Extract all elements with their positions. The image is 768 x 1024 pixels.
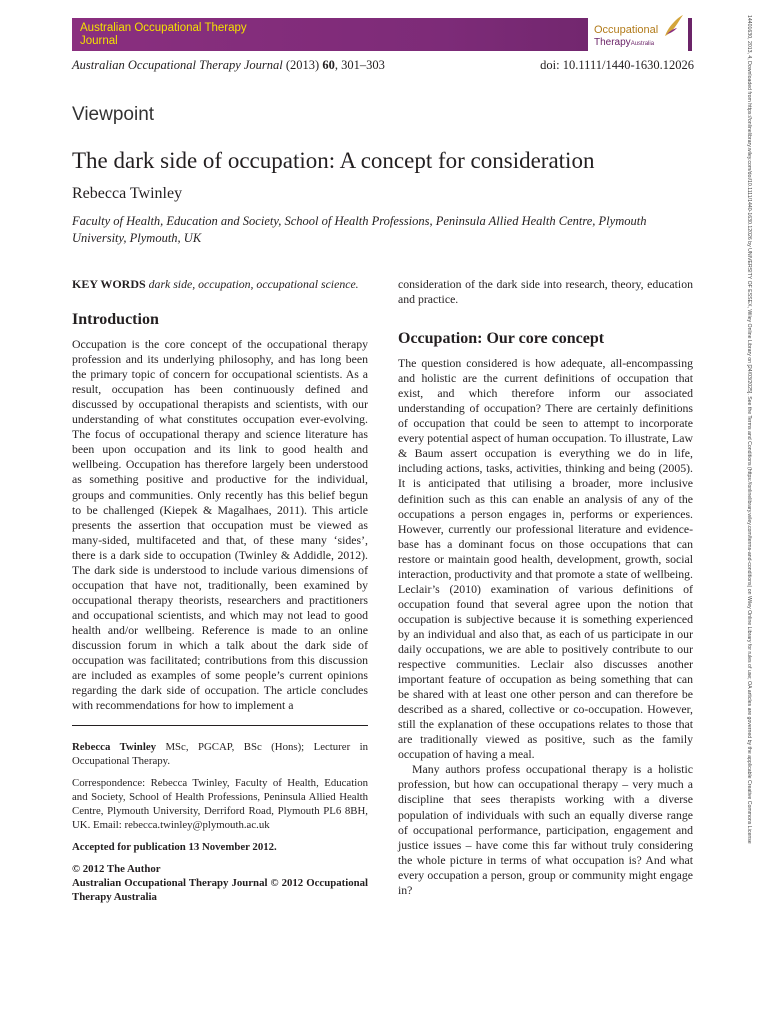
footnote-divider (72, 725, 368, 726)
logo-text-australia: Australia (630, 41, 655, 47)
footnote-block (72, 740, 368, 904)
article-author: Rebecca Twinley (72, 185, 183, 202)
article-type-label: Viewpoint (72, 104, 155, 125)
accepted-date: Accepted for publication 13 November 2012. (72, 841, 277, 854)
keywords: KEY WORDS dark side, occupation, occupational science. (72, 277, 359, 291)
article-citation: Australian Occupational Therapy Journal (2013) 60, 301–303 (72, 58, 385, 72)
journal-name-line1: Australian Occupational Therapy (80, 22, 247, 34)
left-column (72, 277, 368, 912)
copyright-journal: Australian Occupational Therapy Journal © 2012 Occupational Therapy Australia (72, 877, 368, 904)
ot-australia-logo (588, 10, 688, 52)
author-affiliation: Faculty of Health, Education and Society, School of Health Professions, Peninsula Allied Health Centre, Plymouth University, Plymouth, UK (72, 214, 647, 245)
copyright-author: © 2012 The Author (72, 863, 161, 876)
logo-text-occupational: Occupational (594, 24, 659, 36)
introduction-paragraph: Occupation is the core concept of the occupational therapy profession and its underlying philosophy, and has long been the primary topic of concern for occupational scientists. As a result, occupation has been continuously defined and discussed by occupational therapists and scientists, with our understanding of what constitutes occupation ever-evolving. The focus of occupational therapy and science literature has been upon occupation and its link to good health and wellbeing. Occupation has therefore largely been understood as something positive and productive for the individual, groups and communities. Only recently has this belief begun to be challenged (Kiepek & Magalhaes, 2011). This article presents the assertion that occupation must be viewed as many-sided, multifaceted and that, of these many ‘sides’, there is a dark side to occupation (Twinley & Addidle, 2012). The dark side is understood to include various dimensions of occupation that have not, traditionally, been examined by occupational therapy theorists, researchers and practitioners and occupational scientists, and which may not lead to good health and/or wellbeing. Reference is made to an online discussion forum in which a talk about the dark side of occupation was facilitated; contributions from this discussion are included as examples of some people’s current opinions regarding the dark side of occupation. The article concludes with recommendations for how to implement a (72, 337, 368, 713)
section-heading-introduction: Introduction (72, 311, 159, 329)
article-doi[interactable]: doi: 10.1111/1440-1630.12026 (540, 58, 694, 72)
bird-logo-icon (662, 14, 684, 40)
logo-text-therapy: TherapyAustralia (594, 37, 655, 48)
section-heading-core-concept: Occupation: Our core concept (398, 330, 605, 348)
author-bio: Rebecca Twinley MSc, PGCAP, BSc (Hons); Lecturer in Occupational Therapy. (72, 741, 369, 768)
journal-name-line2: Journal (80, 35, 118, 47)
introduction-continuation: consideration of the dark side into research, theory, education and practice. (398, 277, 693, 307)
core-concept-paragraph-2: Many authors profess occupational therapy is a holistic profession, but how can occupational therapy – very much a discipline that sees therapists working with a diverse population of individuals with such an equally diverse range of occupational performance, participation, engagement and justice issues – have come this far without truly considering the whole picture in terms of what occupation is? And what every occupation a person, group or community might engage in? (398, 762, 693, 897)
core-concept-paragraph-1: The question considered is how adequate, all-encompassing and holistic are the current definitions of occupation that exist, and which therefore inform our associated understanding of occupation? There are certainly definitions of occupation that could be seen to attempt to incorporate every potential aspect of human occupation. To illustrate, Law & Baum assert occupation is everything we do in life, including actions, tasks, activities, thinking and being (2005). It is anticipated that utilising a broader, more inclusive definition such as this can enable an analysis of any of the occupations a person engages in, performs or experiences. However, currently our professional literature and evidence-base has a dominant focus on those occupations that can restore or maintain good health, development, growth, social interaction, productivity and that promote a state of wellbeing. Leclair’s (2010) examination of various definitions of occupation found that several agree upon the notion that occupation is subjective because it is something experienced by an individual and also that, as each of us participate in our daily occupations, we are able to positively contribute to our respective communities. Leclair also discusses another important feature of occupation as being something that can be shared with at least one other person and can therefore be described as a shared, collective or co-occupation. However, still the explanation of these occupations relates to those that are traditionally viewed as positive, such as the family occupation of having a meal. (398, 356, 693, 762)
download-info-sidebar: 14401630, 2013, 4, Downloaded from https://onlinelibrary.wiley.com/doi/10.1111/1440-1630.12026 by UNIVERSITY OF ESSEX, Wiley Online Library on [24/03/2025]. See the Terms and Conditions (https://onlinelibrary.wiley.com/terms-and-conditions) on Wiley Online Library for rules of use; OA articles are governed by the applicable Creative Commons License (746, 15, 752, 844)
right-column (398, 277, 693, 898)
article-title: The dark side of occupation: A concept for consideration (72, 148, 595, 173)
correspondence-note: Correspondence: Rebecca Twinley, Faculty of Health, Education and Society, School of Health Professions, Peninsula Allied Health Centre, Plymouth University, Derriford Road, Plymouth PL6 8BH, UK. Email: rebecca.twinley@plymouth.ac.uk (72, 777, 368, 832)
